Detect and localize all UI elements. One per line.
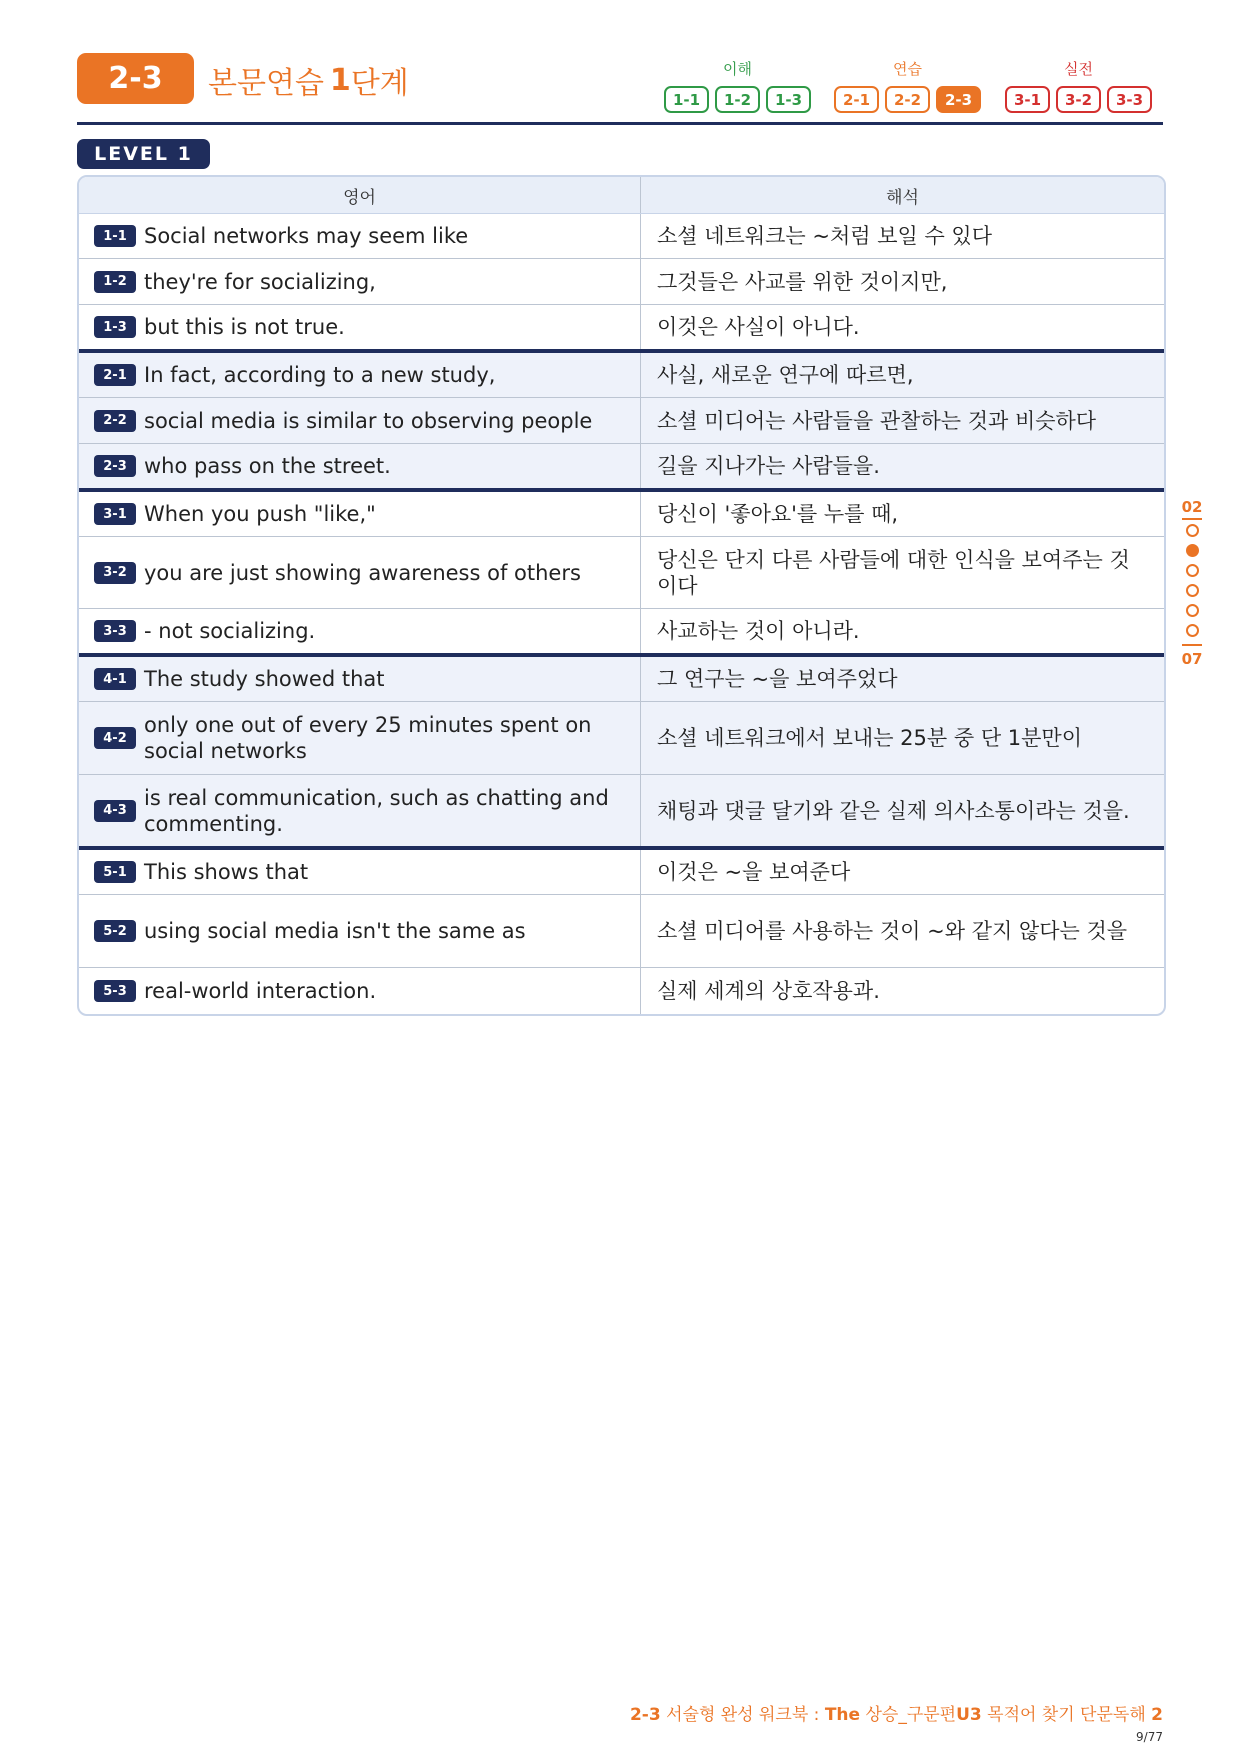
korean-text: 그 연구는 ~을 보여주었다 <box>657 667 898 691</box>
page-title <box>208 58 409 102</box>
page-number: 9/77 <box>1136 1730 1163 1744</box>
sentence-number: 1-3 <box>94 316 136 338</box>
index-dot[interactable] <box>1186 524 1199 537</box>
korean-text: 사교하는 것이 아니라. <box>657 619 860 643</box>
index-dot-current[interactable] <box>1186 544 1199 557</box>
title-number: 1 <box>329 62 351 98</box>
korean-text: 당신이 '좋아요'를 누를 때, <box>657 502 899 526</box>
step-pill-1-3[interactable]: 1-3 <box>766 86 811 113</box>
table-row <box>79 305 1164 353</box>
footer-title <box>630 1700 1163 1725</box>
index-dot[interactable] <box>1186 584 1199 597</box>
index-divider <box>1182 518 1202 520</box>
table-row <box>79 353 1164 398</box>
english-text: using social media isn't the same as <box>144 919 526 943</box>
english-text: but this is not true. <box>144 315 345 339</box>
footer-topic: 목적어 찾기 단문독해 <box>987 1705 1146 1725</box>
korean-text: 소셜 네트워크는 ~처럼 보일 수 있다 <box>657 224 992 248</box>
index-start-label: 02 <box>1181 498 1203 516</box>
step-pill-1-1[interactable]: 1-1 <box>664 86 709 113</box>
sentence-number: 3-2 <box>94 562 136 584</box>
table-row <box>79 775 1164 850</box>
table-row <box>79 444 1164 492</box>
english-text: only one out of every 25 minutes spent on social networks <box>144 713 592 763</box>
footer-section: 2-3 <box>629 1705 661 1725</box>
korean-text: 사실, 새로운 연구에 따르면, <box>657 363 914 387</box>
sentence-number: 4-3 <box>94 800 136 822</box>
korean-text: 당신은 단지 다른 사람들에 대한 인식을 보여주는 것이다 <box>657 547 1130 598</box>
table-row <box>79 537 1164 609</box>
index-divider <box>1182 644 1202 646</box>
table-row <box>79 259 1164 305</box>
section-badge: 2-3 <box>77 53 194 104</box>
english-text: real-world interaction. <box>144 979 377 1003</box>
table-row <box>79 657 1164 702</box>
sentence-table <box>77 175 1166 1016</box>
english-text: Social networks may seem like <box>144 224 469 248</box>
chapter-index <box>1178 498 1206 668</box>
sentence-number: 2-2 <box>94 410 136 432</box>
title-suffix: 단계 <box>350 66 409 101</box>
index-end-label: 07 <box>1181 650 1203 668</box>
step-pill-2-2[interactable]: 2-2 <box>885 86 930 113</box>
level-badge: LEVEL 1 <box>77 139 210 169</box>
sentence-number: 5-1 <box>94 861 136 883</box>
index-dot[interactable] <box>1186 564 1199 577</box>
sentence-number: 4-1 <box>94 668 136 690</box>
table-row <box>79 702 1164 775</box>
index-dot[interactable] <box>1186 624 1199 637</box>
table-row <box>79 214 1164 259</box>
table-row <box>79 968 1164 1014</box>
sentence-number: 5-3 <box>94 980 136 1002</box>
korean-text: 길을 지나가는 사람들을. <box>657 454 880 478</box>
sentence-number: 2-3 <box>94 455 136 477</box>
table-row <box>79 895 1164 968</box>
sentence-number: 1-2 <box>94 271 136 293</box>
english-text: The study showed that <box>144 667 385 691</box>
step-pill-1-2[interactable]: 1-2 <box>715 86 760 113</box>
step-pill-3-1[interactable]: 3-1 <box>1005 86 1050 113</box>
footer-unit: U3 <box>956 1705 982 1725</box>
footer-part: 2 <box>1151 1705 1163 1725</box>
table-row <box>79 850 1164 895</box>
english-text: you are just showing awareness of others <box>144 560 581 585</box>
table-row <box>79 398 1164 444</box>
english-text: they're for socializing, <box>144 269 376 294</box>
sentence-number: 3-1 <box>94 503 136 525</box>
english-text: is real communication, such as chatting and commenting. <box>144 785 609 836</box>
english-text: social media is similar to observing people <box>144 408 593 433</box>
korean-text: 소셜 네트워크에서 보내는 25분 중 단 1분만이 <box>657 726 1082 750</box>
table-header <box>79 177 1164 214</box>
english-text: When you push "like," <box>144 502 376 526</box>
english-text: In fact, according to a new study, <box>144 363 496 387</box>
english-text: who pass on the street. <box>144 454 391 478</box>
korean-text: 이것은 ~을 보여준다 <box>657 860 851 884</box>
table-row <box>79 492 1164 537</box>
korean-text: 이것은 사실이 아니다. <box>657 315 860 339</box>
korean-text: 소셜 미디어는 사람들을 관찰하는 것과 비슷하다 <box>657 408 1097 433</box>
step-pill-2-1[interactable]: 2-1 <box>834 86 879 113</box>
step-pill-3-3[interactable]: 3-3 <box>1107 86 1152 113</box>
sentence-number: 5-2 <box>94 920 136 942</box>
title-prefix: 본문연습 <box>208 66 324 101</box>
sentence-number: 4-2 <box>94 727 136 749</box>
korean-text: 그것들은 사교를 위한 것이지만, <box>657 269 948 294</box>
step-group-label: 실전 <box>1064 60 1093 78</box>
footer-series: The <box>824 1705 861 1725</box>
step-group-label: 이해 <box>723 60 752 78</box>
footer-volume: 상승_구문편 <box>865 1705 957 1725</box>
korean-text: 소셜 미디어를 사용하는 것이 ~와 같지 않다는 것을 <box>657 919 1128 943</box>
step-group-label: 연습 <box>893 60 922 78</box>
table-row <box>79 609 1164 657</box>
index-dot[interactable] <box>1186 604 1199 617</box>
footer-book: 서술형 완성 워크북 : <box>666 1705 820 1725</box>
step-pill-2-3[interactable]: 2-3 <box>936 86 981 113</box>
header-divider <box>77 122 1163 125</box>
header-english: 영어 <box>79 177 641 213</box>
korean-text: 채팅과 댓글 달기와 같은 실제 의사소통이라는 것을. <box>657 798 1130 823</box>
sentence-number: 3-3 <box>94 620 136 642</box>
english-text: This shows that <box>144 860 309 884</box>
korean-text: 실제 세계의 상호작용과. <box>657 979 880 1003</box>
sentence-number: 2-1 <box>94 364 136 386</box>
step-pill-3-2[interactable]: 3-2 <box>1056 86 1101 113</box>
header-korean: 해석 <box>886 187 919 208</box>
english-text: - not socializing. <box>144 619 316 643</box>
sentence-number: 1-1 <box>94 225 136 247</box>
